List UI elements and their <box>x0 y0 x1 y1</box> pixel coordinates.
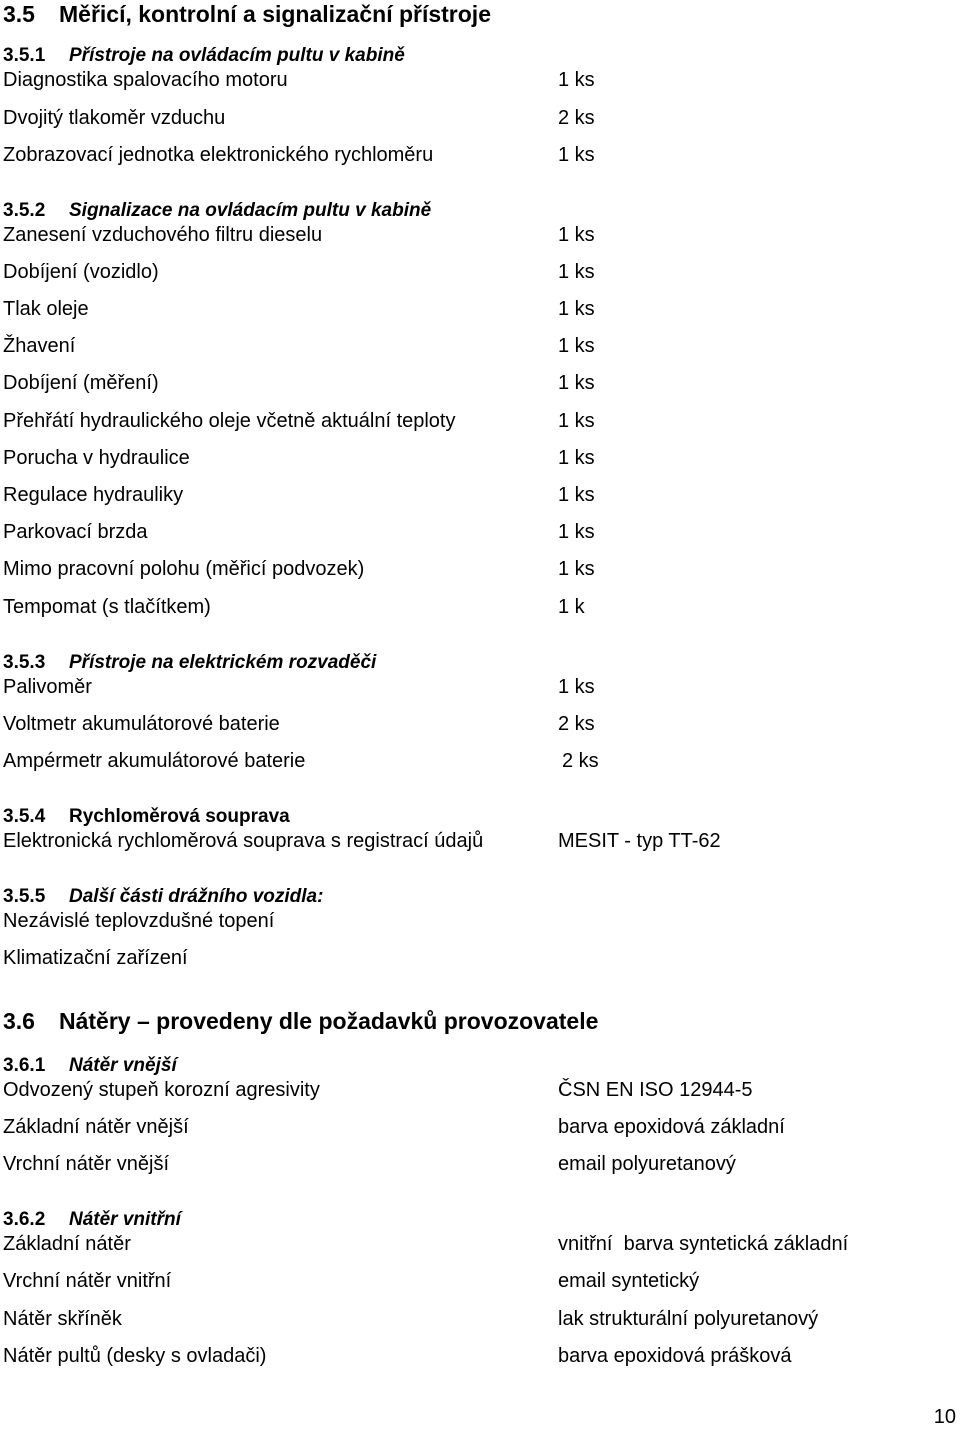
row-value: 2 ks <box>558 107 595 129</box>
row-item: Odvozený stupeň korozní agresivity <box>3 1079 320 1101</box>
row-value: email syntetický <box>558 1270 700 1292</box>
section-title: Měřicí, kontrolní a signalizační přístroje <box>59 1 491 27</box>
row-item: Zobrazovací jednotka elektronického rychloměru <box>3 144 434 166</box>
section-number: 3.6 <box>3 1008 35 1034</box>
row-item: Mimo pracovní polohu (měřicí podvozek) <box>3 558 365 580</box>
row-item: Voltmetr akumulátorové baterie <box>3 713 280 735</box>
row-value: ČSN EN ISO 12944-5 <box>558 1079 753 1101</box>
subsection-heading-3-5-2 <box>3 199 431 223</box>
row-value: MESIT - typ TT-62 <box>558 830 721 852</box>
row-value: 1 ks <box>558 144 595 166</box>
row-item: Vrchní nátěr vnitřní <box>3 1270 172 1292</box>
subsection-title: Signalizace na ovládacím pultu v kabině <box>69 200 432 221</box>
page-number: 10 <box>933 1406 956 1428</box>
row-value: 1 ks <box>558 261 595 283</box>
row-item: Tlak oleje <box>3 298 89 320</box>
row-item: Zanesení vzduchového filtru dieselu <box>3 224 323 246</box>
subsection-number: 3.5.5 <box>3 886 46 907</box>
subsection-title: Nátěr vnitřní <box>69 1209 181 1230</box>
row-item: Tempomat (s tlačítkem) <box>3 596 211 618</box>
row-value: 1 ks <box>558 69 595 91</box>
row-value: 1 ks <box>558 335 595 357</box>
subsection-heading-3-5-1 <box>3 44 405 68</box>
row-value: email polyuretanový <box>558 1153 736 1175</box>
subsection-heading-3-5-3 <box>3 651 376 675</box>
row-item: Základní nátěr vnější <box>3 1116 189 1138</box>
row-value: 1 ks <box>558 521 595 543</box>
subsection-title: Rychloměrová souprava <box>69 806 290 827</box>
section-number: 3.5 <box>3 1 35 27</box>
row-item: Diagnostika spalovacího motoru <box>3 69 288 91</box>
subsection-number: 3.6.1 <box>3 1055 46 1076</box>
subsection-title: Další části drážního vozidla: <box>69 886 324 907</box>
row-value: 1 ks <box>558 558 595 580</box>
section-heading-3-5 <box>3 0 491 28</box>
subsection-heading-3-5-4 <box>3 805 290 829</box>
row-item: Parkovací brzda <box>3 521 148 543</box>
row-value: 1 ks <box>558 298 595 320</box>
subsection-heading-3-6-2 <box>3 1208 181 1232</box>
subsection-number: 3.6.2 <box>3 1209 46 1230</box>
subsection-title: Nátěr vnější <box>69 1055 177 1076</box>
row-value: 1 ks <box>558 372 595 394</box>
subsection-number: 3.5.1 <box>3 45 46 66</box>
row-item: Ampérmetr akumulátorové baterie <box>3 750 306 772</box>
section-heading-3-6 <box>3 1007 598 1035</box>
row-item: Elektronická rychloměrová souprava s registrací údajů <box>3 830 484 852</box>
row-value: 2 ks <box>562 750 599 772</box>
row-value: 1 ks <box>558 447 595 469</box>
subsection-number: 3.5.4 <box>3 806 46 827</box>
subsection-heading-3-6-1 <box>3 1054 177 1078</box>
row-item: Dvojitý tlakoměr vzduchu <box>3 107 226 129</box>
row-value: vnitřní barva syntetická základní <box>558 1233 849 1255</box>
row-value: 1 ks <box>558 676 595 698</box>
subsection-number: 3.5.3 <box>3 652 46 673</box>
row-item: Nezávislé teplovzdušné topení <box>3 910 275 932</box>
row-item: Palivoměr <box>3 676 92 698</box>
row-value: lak strukturální polyuretanový <box>558 1308 819 1330</box>
row-item: Dobíjení (vozidlo) <box>3 261 159 283</box>
row-value: 1 ks <box>558 224 595 246</box>
section-title: Nátěry – provedeny dle požadavků provozovatele <box>59 1008 599 1034</box>
row-item: Přehřátí hydraulického oleje včetně aktuální teploty <box>3 410 456 432</box>
subsection-title: Přístroje na elektrickém rozvaděči <box>69 652 377 673</box>
row-value: 1 ks <box>558 410 595 432</box>
row-item: Základní nátěr <box>3 1233 131 1255</box>
row-item: Dobíjení (měření) <box>3 372 159 394</box>
row-value: barva epoxidová prášková <box>558 1345 792 1367</box>
row-item: Porucha v hydraulice <box>3 447 190 469</box>
subsection-title: Přístroje na ovládacím pultu v kabině <box>69 45 405 66</box>
row-item: Nátěr pultů (desky s ovladači) <box>3 1345 267 1367</box>
row-item: Vrchní nátěr vnější <box>3 1153 170 1175</box>
row-value: barva epoxidová základní <box>558 1116 785 1138</box>
row-value: 1 ks <box>558 484 595 506</box>
subsection-number: 3.5.2 <box>3 200 46 221</box>
row-value: 1 k <box>558 596 585 618</box>
row-value: 2 ks <box>558 713 595 735</box>
row-item: Klimatizační zařízení <box>3 947 188 969</box>
subsection-heading-3-5-5 <box>3 885 323 909</box>
row-item: Regulace hydrauliky <box>3 484 184 506</box>
row-item: Nátěr skříněk <box>3 1308 122 1330</box>
row-item: Žhavení <box>3 335 76 357</box>
